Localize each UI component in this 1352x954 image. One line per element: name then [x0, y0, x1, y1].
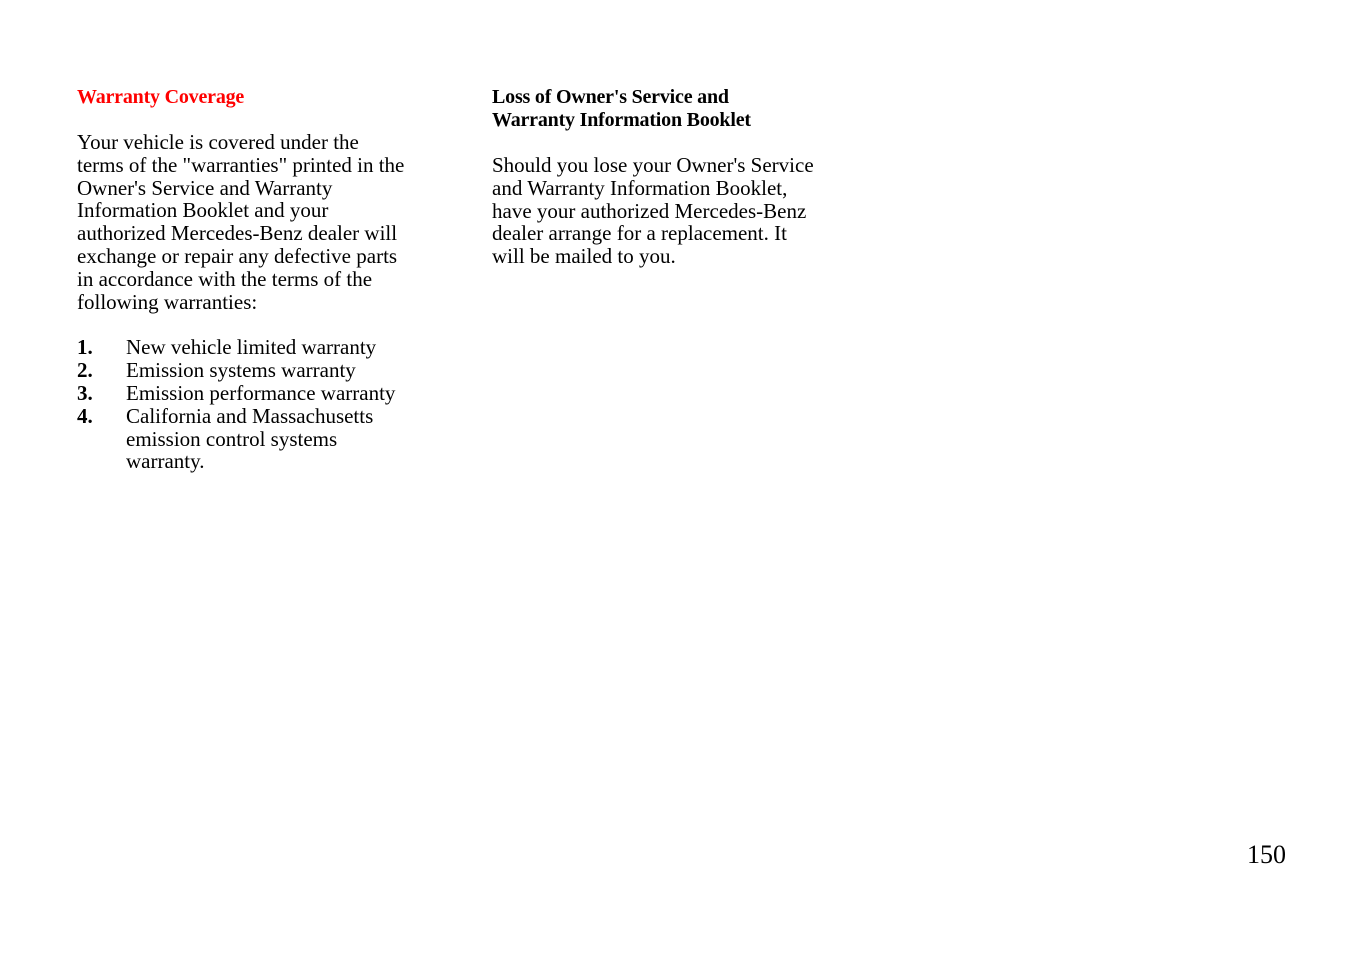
list-item-text — [126, 336, 376, 359]
paragraph-line: authorized Mercedes-Benz dealer will — [77, 221, 398, 246]
paragraph-line: Should you lose your Owner's Service — [492, 153, 814, 177]
heading-line: Warranty Information Booklet — [492, 109, 751, 131]
list-item-text — [126, 359, 356, 382]
paragraph-line: terms of the "warranties" printed in the — [77, 152, 405, 177]
list-number: 3. — [77, 380, 93, 405]
list-item-line: New vehicle limited warranty — [126, 335, 377, 360]
list-number: 2. — [77, 358, 93, 383]
paragraph-line: and Warranty Information Booklet, — [492, 175, 788, 200]
left-column — [77, 86, 457, 473]
paragraph-line: following warranties: — [77, 289, 258, 314]
warranty-list-item — [77, 382, 457, 405]
paragraph-line: exchange or repair any defective parts — [77, 243, 398, 268]
paragraph-line: in accordance with the terms of the — [77, 266, 373, 291]
warranty-list-item — [77, 336, 457, 359]
right-column — [492, 86, 872, 268]
paragraph-line: Your vehicle is covered under the — [77, 130, 359, 154]
paragraph-line: have your authorized Mercedes-Benz — [492, 198, 807, 223]
list-number: 4. — [77, 403, 93, 428]
paragraph-line: dealer arrange for a replacement. It — [492, 221, 787, 246]
list-item-line: warranty. — [126, 449, 205, 474]
list-number: 1. — [77, 335, 93, 360]
list-item-line: emission control systems — [126, 426, 338, 451]
warranty-list-item — [77, 405, 457, 473]
list-item-line: Emission systems warranty — [126, 358, 356, 383]
heading-line: Loss of Owner's Service and — [492, 86, 729, 108]
paragraph-line: will be mailed to you. — [492, 244, 676, 269]
list-item-line: California and Massachusetts — [126, 403, 374, 428]
warranty-list-item — [77, 359, 457, 382]
page-number: 150 — [1247, 840, 1286, 869]
list-item-text — [126, 405, 373, 473]
paragraph-line: Owner's Service and Warranty — [77, 175, 333, 200]
loss-of-booklet-paragraph — [492, 154, 872, 268]
list-item-text — [126, 382, 395, 405]
loss-of-booklet-heading — [492, 86, 872, 132]
warranty-coverage-paragraph — [77, 131, 457, 313]
paragraph-line: Information Booklet and your — [77, 198, 329, 223]
warranty-coverage-heading: Warranty Coverage — [77, 86, 245, 108]
warranties-list — [77, 336, 457, 473]
list-item-line: Emission performance warranty — [126, 380, 396, 405]
